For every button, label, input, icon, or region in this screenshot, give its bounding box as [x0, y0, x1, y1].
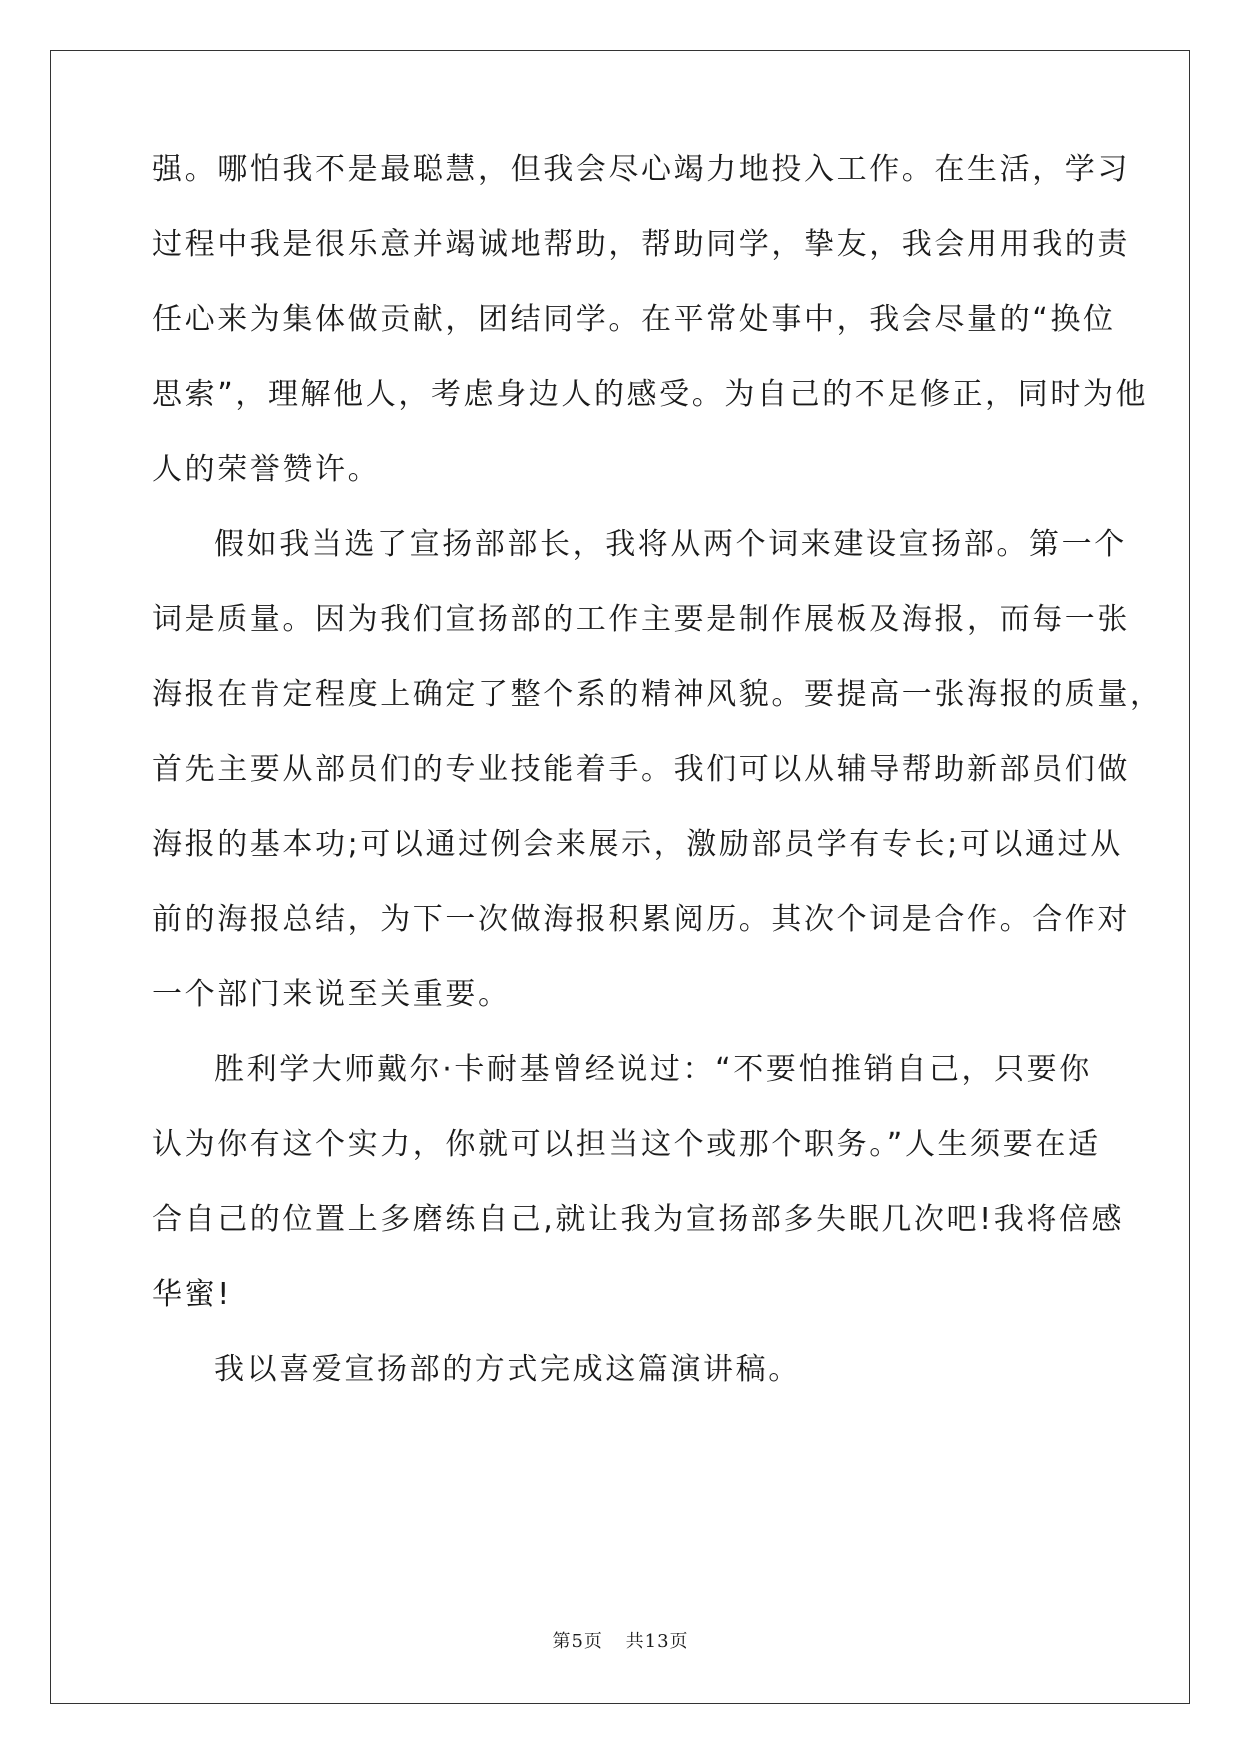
- text-line-10: 海报的基本功;可以通过例会来展示，激励部员学有专长;可以通过从: [152, 827, 1123, 862]
- page-footer: [0, 1630, 1241, 1654]
- text-line-2: 过程中我是很乐意并竭诚地帮助，帮助同学，挚友，我会用用我的责: [152, 227, 1130, 262]
- page-total: 共13页: [625, 1631, 689, 1652]
- text-line-11: 前的海报总结，为下一次做海报积累阅历。其次个词是合作。合作对: [152, 902, 1130, 937]
- text-line-5: 人的荣誉赞许。: [152, 452, 381, 487]
- text-line-1: 强。哪怕我不是最聪慧，但我会尽心竭力地投入工作。在生活，学习: [152, 152, 1130, 187]
- text-line-7: 词是质量。因为我们宣扬部的工作主要是制作展板及海报，而每一张: [152, 602, 1130, 637]
- text-line-14: 认为你有这个实力，你就可以担当这个或那个职务。”人生须要在适: [152, 1127, 1101, 1162]
- text-line-12: 一个部门来说至关重要。: [152, 977, 511, 1012]
- text-line-4: 思索”，理解他人，考虑身边人的感受。为自己的不足修正，同时为他: [152, 377, 1149, 412]
- text-line-9: 首先主要从部员们的专业技能着手。我们可以从辅导帮助新部员们做: [152, 752, 1130, 787]
- text-line-16: 华蜜!: [152, 1277, 232, 1312]
- page-border: [50, 50, 1190, 1704]
- page-number: 第5页: [552, 1631, 603, 1652]
- text-line-8: 海报在肯定程度上确定了整个系的精神风貌。要提高一张海报的质量，: [152, 677, 1163, 712]
- text-line-15: 合自己的位置上多磨练自己,就让我为宣扬部多失眠几次吧!我将倍感: [152, 1202, 1125, 1237]
- text-line-13: 胜利学大师戴尔·卡耐基曾经说过：“不要怕推销自己，只要你: [214, 1052, 1092, 1087]
- text-line-3: 任心来为集体做贡献，团结同学。在平常处事中，我会尽量的“换位: [152, 302, 1116, 337]
- text-line-6: 假如我当选了宣扬部部长，我将从两个词来建设宣扬部。第一个: [214, 527, 1127, 562]
- text-line-17: 我以喜爱宣扬部的方式完成这篇演讲稿。: [214, 1352, 801, 1387]
